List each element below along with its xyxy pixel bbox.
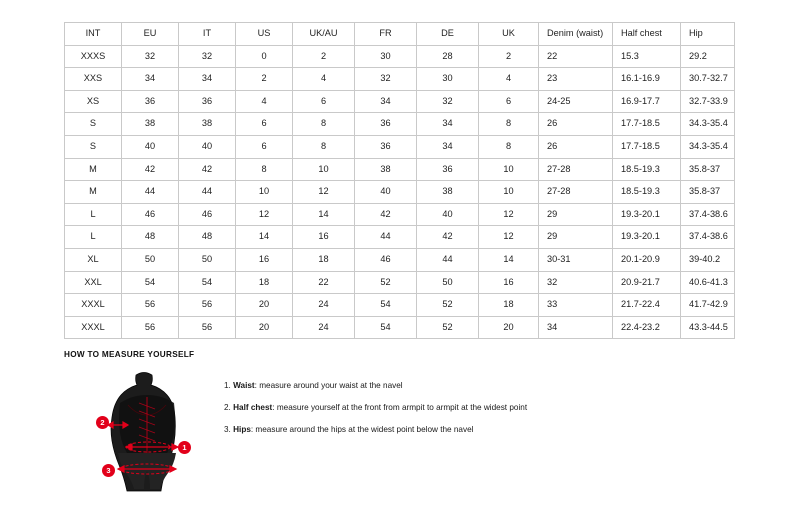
table-row (65, 113, 735, 136)
cell-fr: 46 (355, 248, 417, 271)
cell-int: L (65, 226, 122, 249)
cell-hip: 37.4-38.6 (681, 203, 735, 226)
cell-denim-waist: 26 (539, 113, 613, 136)
cell-fr: 36 (355, 135, 417, 158)
cell-hip: 35.8-37 (681, 181, 735, 204)
cell-uk: 12 (479, 226, 539, 249)
cell-eu: 40 (122, 135, 179, 158)
measure-instructions (224, 369, 744, 447)
cell-int: M (65, 181, 122, 204)
cell-half-chest: 19.3-20.1 (613, 203, 681, 226)
cell-it: 50 (179, 248, 236, 271)
cell-it: 32 (179, 45, 236, 68)
cell-it: 44 (179, 181, 236, 204)
cell-denim-waist: 24-25 (539, 90, 613, 113)
cell-us: 20 (236, 294, 293, 317)
cell-fr: 54 (355, 294, 417, 317)
instruction-waist (224, 381, 744, 391)
cell-int: XS (65, 90, 122, 113)
cell-uk-au: 12 (293, 181, 355, 204)
cell-us: 12 (236, 203, 293, 226)
size-table-container (64, 22, 734, 339)
cell-hip: 41.7-42.9 (681, 294, 735, 317)
cell-it: 36 (179, 90, 236, 113)
cell-fr: 34 (355, 90, 417, 113)
cell-half-chest: 20.1-20.9 (613, 248, 681, 271)
table-row (65, 271, 735, 294)
cell-fr: 32 (355, 68, 417, 91)
cell-denim-waist: 22 (539, 45, 613, 68)
column-header-uk: UK (479, 23, 539, 46)
table-row (65, 45, 735, 68)
cell-uk: 8 (479, 135, 539, 158)
instruction-number: 3. (224, 424, 231, 434)
cell-us: 6 (236, 135, 293, 158)
cell-de: 34 (417, 113, 479, 136)
cell-denim-waist: 34 (539, 316, 613, 339)
cell-uk-au: 6 (293, 90, 355, 113)
cell-de: 52 (417, 294, 479, 317)
cell-int: M (65, 158, 122, 181)
cell-uk: 14 (479, 248, 539, 271)
cell-us: 4 (236, 90, 293, 113)
column-header-denim-waist: Denim (waist) (539, 23, 613, 46)
column-header-half-chest: Half chest (613, 23, 681, 46)
cell-uk: 16 (479, 271, 539, 294)
cell-uk-au: 10 (293, 158, 355, 181)
cell-fr: 30 (355, 45, 417, 68)
instruction-term: Waist (233, 381, 255, 390)
cell-uk: 10 (479, 158, 539, 181)
cell-eu: 36 (122, 90, 179, 113)
cell-de: 34 (417, 135, 479, 158)
how-to-measure-section (64, 350, 744, 499)
cell-half-chest: 17.7-18.5 (613, 113, 681, 136)
cell-hip: 35.8-37 (681, 158, 735, 181)
cell-fr: 38 (355, 158, 417, 181)
cell-uk-au: 8 (293, 135, 355, 158)
cell-de: 50 (417, 271, 479, 294)
cell-de: 36 (417, 158, 479, 181)
cell-us: 2 (236, 68, 293, 91)
cell-eu: 46 (122, 203, 179, 226)
cell-us: 16 (236, 248, 293, 271)
cell-denim-waist: 29 (539, 203, 613, 226)
cell-half-chest: 19.3-20.1 (613, 226, 681, 249)
table-row (65, 68, 735, 91)
section-title: HOW TO MEASURE YOURSELF (64, 350, 195, 359)
cell-half-chest: 22.4-23.2 (613, 316, 681, 339)
cell-de: 44 (417, 248, 479, 271)
table-row (65, 135, 735, 158)
cell-half-chest: 16.1-16.9 (613, 68, 681, 91)
cell-half-chest: 18.5-19.3 (613, 181, 681, 204)
cell-us: 20 (236, 316, 293, 339)
cell-hip: 29.2 (681, 45, 735, 68)
table-row (65, 181, 735, 204)
instruction-text: : measure yourself at the front from armpit to armpit at the widest point (272, 402, 528, 412)
cell-us: 14 (236, 226, 293, 249)
instruction-half-chest (224, 403, 744, 413)
cell-uk: 4 (479, 68, 539, 91)
cell-eu: 56 (122, 294, 179, 317)
cell-uk: 20 (479, 316, 539, 339)
cell-uk: 6 (479, 90, 539, 113)
cell-de: 38 (417, 181, 479, 204)
mannequin-icon (92, 369, 202, 499)
instruction-number: 2. (224, 402, 231, 412)
cell-de: 52 (417, 316, 479, 339)
cell-it: 56 (179, 316, 236, 339)
table-row (65, 248, 735, 271)
cell-de: 42 (417, 226, 479, 249)
cell-half-chest: 17.7-18.5 (613, 135, 681, 158)
cell-it: 38 (179, 113, 236, 136)
cell-it: 34 (179, 68, 236, 91)
cell-int: S (65, 113, 122, 136)
cell-fr: 44 (355, 226, 417, 249)
cell-hip: 32.7-33.9 (681, 90, 735, 113)
cell-fr: 36 (355, 113, 417, 136)
size-table-head (65, 23, 735, 46)
cell-uk-au: 4 (293, 68, 355, 91)
instruction-term: Hips (233, 424, 251, 434)
cell-uk-au: 2 (293, 45, 355, 68)
size-table-body (65, 45, 735, 339)
cell-eu: 56 (122, 316, 179, 339)
cell-us: 8 (236, 158, 293, 181)
cell-denim-waist: 27-28 (539, 181, 613, 204)
cell-it: 40 (179, 135, 236, 158)
cell-uk-au: 14 (293, 203, 355, 226)
cell-eu: 44 (122, 181, 179, 204)
table-row (65, 226, 735, 249)
cell-uk-au: 18 (293, 248, 355, 271)
cell-eu: 42 (122, 158, 179, 181)
cell-de: 32 (417, 90, 479, 113)
cell-it: 54 (179, 271, 236, 294)
cell-uk: 8 (479, 113, 539, 136)
cell-uk: 12 (479, 203, 539, 226)
cell-half-chest: 16.9-17.7 (613, 90, 681, 113)
cell-us: 0 (236, 45, 293, 68)
cell-half-chest: 18.5-19.3 (613, 158, 681, 181)
cell-int: XXS (65, 68, 122, 91)
column-header-hip: Hip (681, 23, 735, 46)
column-header-eu: EU (122, 23, 179, 46)
cell-denim-waist: 27-28 (539, 158, 613, 181)
cell-fr: 54 (355, 316, 417, 339)
measure-body (64, 369, 744, 499)
cell-denim-waist: 26 (539, 135, 613, 158)
cell-hip: 34.3-35.4 (681, 113, 735, 136)
cell-int: S (65, 135, 122, 158)
cell-int: XXXS (65, 45, 122, 68)
cell-uk: 2 (479, 45, 539, 68)
cell-de: 28 (417, 45, 479, 68)
cell-uk-au: 24 (293, 294, 355, 317)
cell-hip: 40.6-41.3 (681, 271, 735, 294)
cell-denim-waist: 23 (539, 68, 613, 91)
cell-int: XL (65, 248, 122, 271)
cell-denim-waist: 29 (539, 226, 613, 249)
cell-half-chest: 20.9-21.7 (613, 271, 681, 294)
table-row (65, 294, 735, 317)
cell-fr: 52 (355, 271, 417, 294)
cell-int: L (65, 203, 122, 226)
cell-half-chest: 21.7-22.4 (613, 294, 681, 317)
cell-uk: 18 (479, 294, 539, 317)
cell-eu: 48 (122, 226, 179, 249)
cell-us: 6 (236, 113, 293, 136)
cell-fr: 40 (355, 181, 417, 204)
table-row (65, 158, 735, 181)
cell-us: 10 (236, 181, 293, 204)
column-header-us: US (236, 23, 293, 46)
cell-uk-au: 22 (293, 271, 355, 294)
cell-us: 18 (236, 271, 293, 294)
column-header-de: DE (417, 23, 479, 46)
column-header-it: IT (179, 23, 236, 46)
table-row (65, 203, 735, 226)
cell-eu: 38 (122, 113, 179, 136)
cell-it: 42 (179, 158, 236, 181)
table-row (65, 90, 735, 113)
cell-fr: 42 (355, 203, 417, 226)
cell-it: 56 (179, 294, 236, 317)
cell-int: XXXL (65, 294, 122, 317)
cell-eu: 34 (122, 68, 179, 91)
instruction-text: : measure around your waist at the navel (254, 381, 403, 390)
cell-denim-waist: 32 (539, 271, 613, 294)
cell-de: 30 (417, 68, 479, 91)
cell-eu: 54 (122, 271, 179, 294)
instruction-term: Half chest (233, 402, 273, 412)
cell-hip: 43.3-44.5 (681, 316, 735, 339)
cell-uk-au: 16 (293, 226, 355, 249)
mannequin-figure (92, 369, 202, 499)
column-header-int: INT (65, 23, 122, 46)
column-header-fr: FR (355, 23, 417, 46)
cell-denim-waist: 30-31 (539, 248, 613, 271)
table-row (65, 316, 735, 339)
cell-hip: 34.3-35.4 (681, 135, 735, 158)
cell-de: 40 (417, 203, 479, 226)
cell-hip: 30.7-32.7 (681, 68, 735, 91)
cell-hip: 39-40.2 (681, 248, 735, 271)
instruction-hips (224, 425, 744, 435)
cell-it: 46 (179, 203, 236, 226)
table-header-row (65, 23, 735, 46)
cell-eu: 32 (122, 45, 179, 68)
cell-denim-waist: 33 (539, 294, 613, 317)
column-header-uk-au: UK/AU (293, 23, 355, 46)
cell-uk-au: 8 (293, 113, 355, 136)
cell-it: 48 (179, 226, 236, 249)
size-table (64, 22, 735, 339)
cell-uk: 10 (479, 181, 539, 204)
marker-badge-waist: 1 (178, 441, 191, 454)
cell-half-chest: 15.3 (613, 45, 681, 68)
cell-int: XXL (65, 271, 122, 294)
cell-hip: 37.4-38.6 (681, 226, 735, 249)
cell-uk-au: 24 (293, 316, 355, 339)
marker-badge-half-chest: 2 (96, 416, 109, 429)
instruction-text: : measure around the hips at the widest point below the navel (250, 424, 474, 434)
cell-eu: 50 (122, 248, 179, 271)
cell-int: XXXL (65, 316, 122, 339)
instruction-number: 1. (224, 381, 231, 390)
marker-badge-hips: 3 (102, 464, 115, 477)
